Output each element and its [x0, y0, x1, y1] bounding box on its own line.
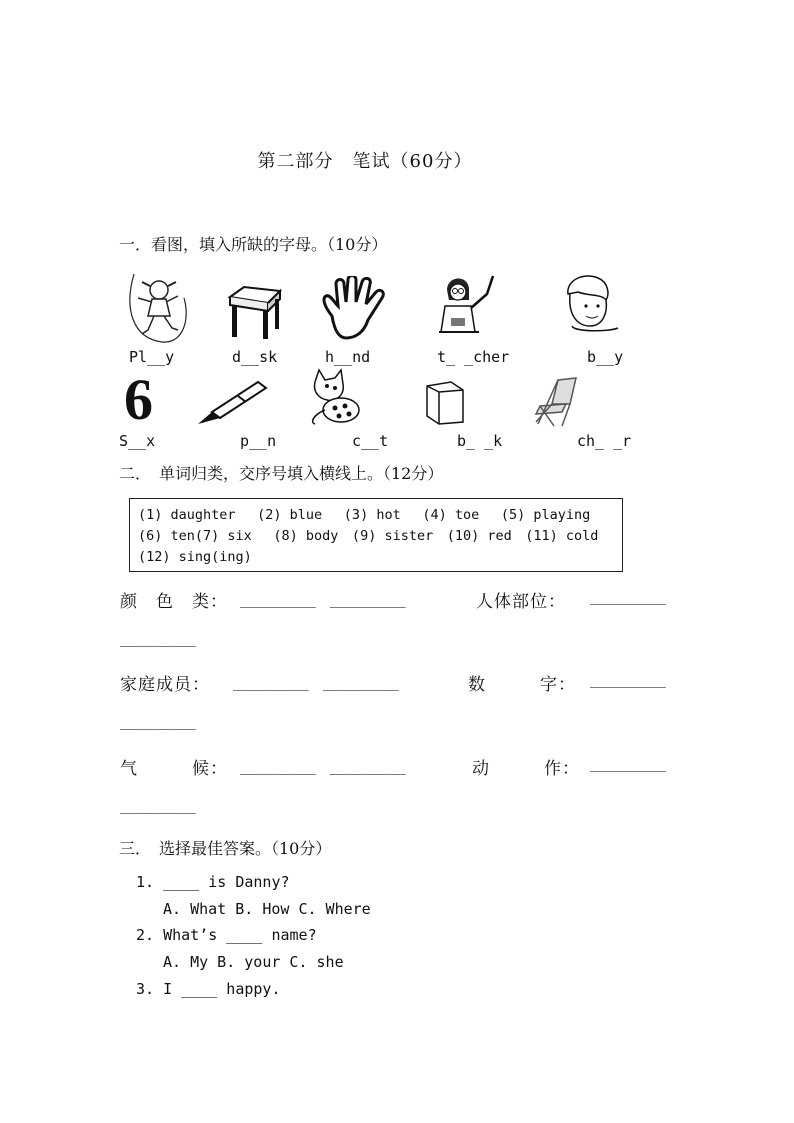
word-play-blank: Pl__y — [129, 348, 175, 366]
question-2-options: A. My B. your C. she — [163, 953, 344, 971]
category-actions-blank: _________ — [590, 756, 666, 772]
category-numbers-label: 数 字： — [468, 675, 576, 695]
boy-picture — [558, 272, 622, 336]
question-2: 2. What’s ____ name? — [136, 926, 317, 944]
chair-picture — [528, 376, 582, 428]
word-bank-box: (1) daughter (2) blue (3) hot (4) toe (5) playing (6) ten(7) six (8) body (9) sister (10) red (11) cold (12) sing(ing) — [129, 498, 623, 572]
question-1: 1. ____ is Danny? — [136, 873, 290, 891]
category-body-label: 人体部位： — [476, 592, 566, 612]
word-pen-blank: p__n — [240, 432, 277, 450]
word-desk-blank: d__sk — [232, 348, 278, 366]
section-1-heading: 一．看图，填入所缺的字母。（10分） — [119, 235, 388, 254]
category-body-blank: _________ — [590, 589, 666, 605]
question-3: 3. I ____ happy. — [136, 980, 281, 998]
question-1-options: A. What B. How C. Where — [163, 900, 371, 918]
girl-skipping-rope-picture — [122, 268, 192, 344]
category-weather-label: 气 候： — [120, 759, 228, 779]
desk-picture — [226, 283, 282, 341]
word-boy-blank: b__y — [587, 348, 624, 366]
book-picture — [423, 380, 467, 426]
category-weather-blanks: _________ _________ — [240, 759, 406, 775]
category-colors-blanks: _________ _________ — [240, 592, 406, 608]
number-six-picture: 6 — [124, 367, 153, 432]
page-title: 第二部分 笔试（60分） — [257, 151, 473, 172]
word-teacher-blank: t_ _cher — [437, 348, 510, 366]
word-book-blank: b_ _k — [457, 432, 503, 450]
category-colors-label: 颜 色 类： — [120, 592, 228, 612]
hand-picture — [318, 276, 388, 342]
cat-picture — [305, 368, 367, 428]
category-family-blanks: _________ _________ — [233, 675, 399, 691]
teacher-picture — [437, 270, 509, 342]
category-actions-blank-cont: _________ — [120, 798, 196, 814]
category-numbers-blank-cont: _________ — [120, 714, 196, 730]
pen-picture — [192, 376, 274, 426]
category-family-label: 家庭成员： — [120, 675, 210, 695]
section-2-heading: 二． 单词归类，交序号填入横线上。（12分） — [119, 464, 444, 483]
section-3-heading: 三． 选择最佳答案。（10分） — [119, 839, 332, 858]
word-cat-blank: c__t — [352, 432, 389, 450]
category-actions-label: 动 作： — [472, 759, 580, 779]
word-six-blank: S__x — [119, 432, 156, 450]
category-numbers-blank: _________ — [590, 672, 666, 688]
word-chair-blank: ch_ _r — [577, 432, 632, 450]
category-body-blank-cont: _________ — [120, 631, 196, 647]
word-hand-blank: h__nd — [325, 348, 371, 366]
